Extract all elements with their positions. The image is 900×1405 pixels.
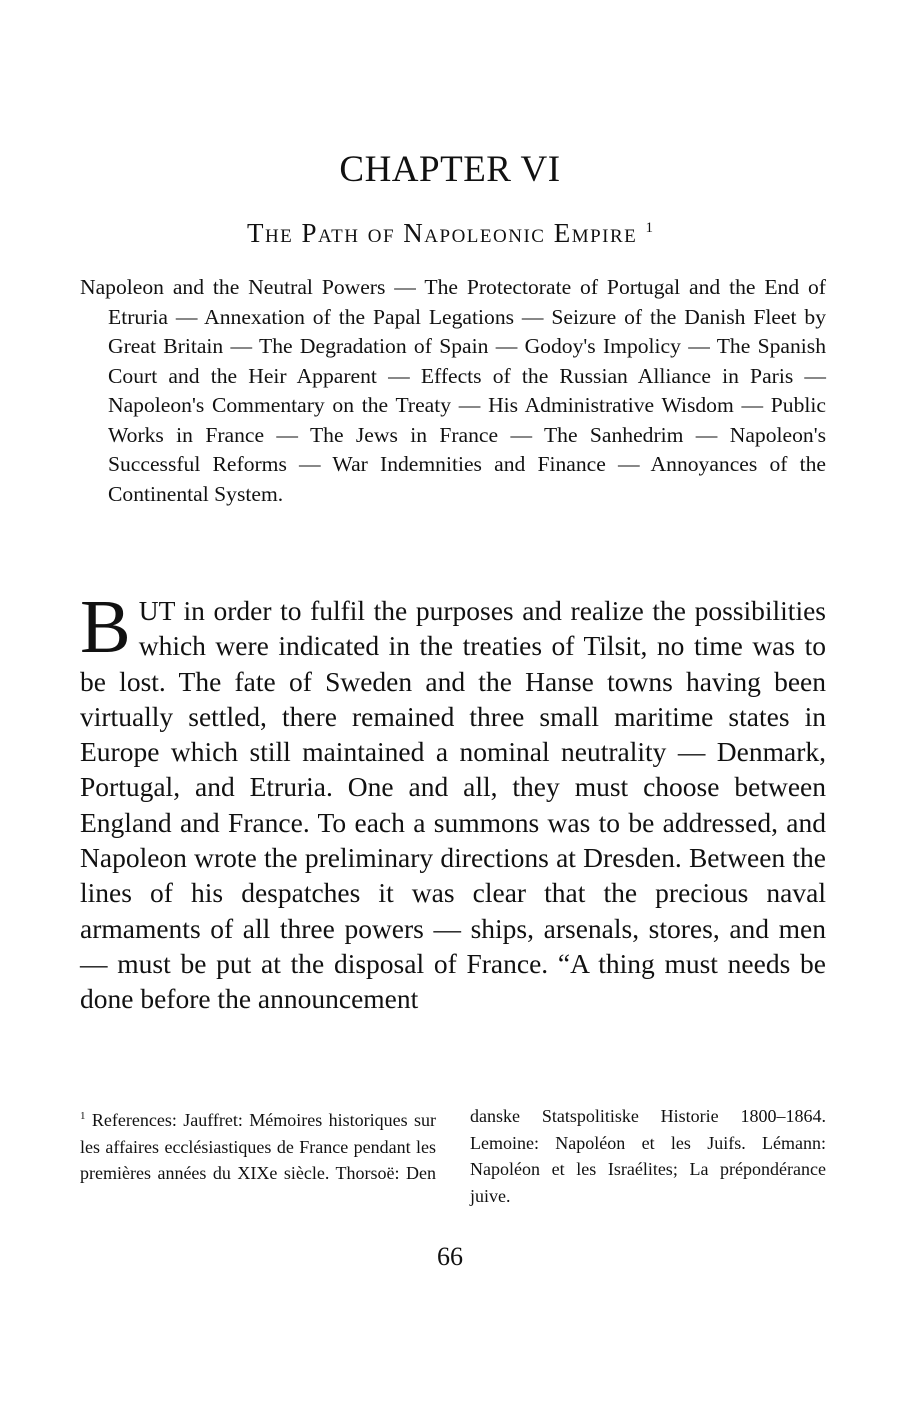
footnote bbox=[80, 1103, 826, 1209]
body-paragraph bbox=[80, 585, 826, 1017]
footnote-reference: 1 bbox=[645, 220, 654, 236]
chapter-number: CHAPTER VI bbox=[339, 149, 561, 190]
page-number: 66 bbox=[437, 1242, 463, 1271]
chapter-summary: Napoleon and the Neutral Powers — The Protectorate of Portugal and the End of Etruria — Annexation of the Papal Legations — Seizure of the Danish Fleet by Great Britain — The Degradation of Spain — Godoy's Impolicy — The Spanish Court and the Heir Apparent — Effects of the Russian Alliance in Paris — Napoleon's Commentary on the Treaty — His Administrative Wisdom — Public Works in France — The Jews in France — The Sanhedrim — Napoleon's Successful Reforms — War Indemnities and Finance — Annoyances of the Continental System. bbox=[80, 275, 826, 506]
footnote-marker: 1 bbox=[80, 1110, 86, 1122]
footnote-text: References: Jauffret: Mémoires historiques sur les affaires ecclésiastiques de France pendant les premières années du XIXe siècle. Thorsoë: Den danske Statspolitiske Historie 1800–1864. Lemoine: Napoléon et les Juifs. Lémann: Napoléon et les Israélites; La prépondérance juive. bbox=[80, 1106, 826, 1206]
body-text: UT in order to fulfil the purposes and realize the possibilities which were indicated in the treaties of Tilsit, no time was to be lost. The fate of Sweden and the Hanse towns having been virtually settled, there remained three small maritime states in Europe which still maintained a nominal neutrality — Denmark, Portugal, and Etruria. One and all, they must choose between England and France. To each a summons was to be addressed, and Napoleon wrote the preliminary directions at Dresden. Between the lines of his despatches it was clear that the precious naval armaments of all three powers — ships, arsenals, stores, and men — must be put at the disposal of France. “A thing must needs be done before the announcement bbox=[80, 595, 826, 1015]
chapter-title bbox=[0, 218, 900, 249]
drop-cap: B bbox=[80, 585, 131, 669]
chapter-title-text: The Path of Napoleonic Empire bbox=[246, 218, 638, 248]
